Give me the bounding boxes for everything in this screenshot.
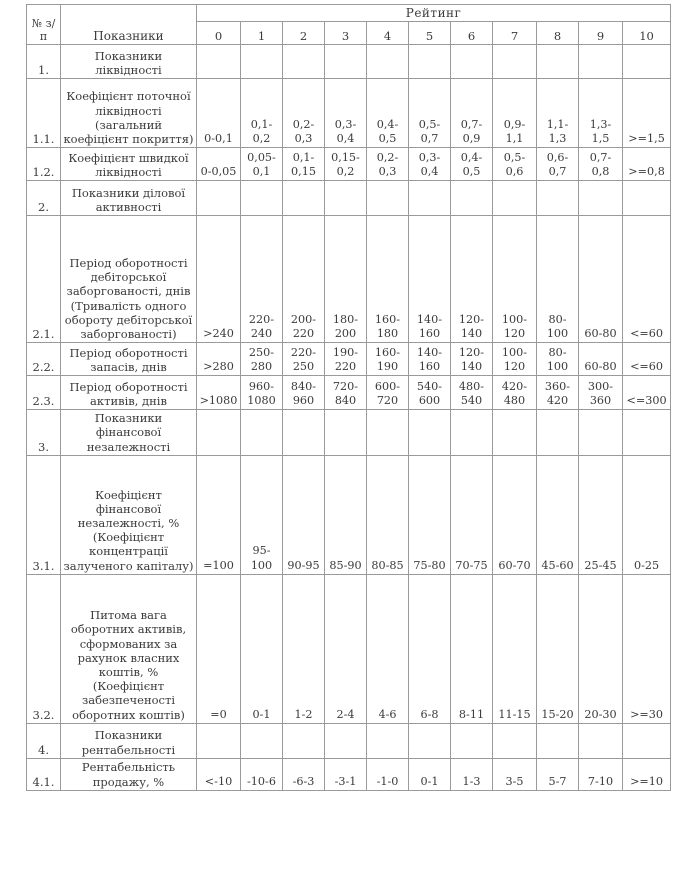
- row-number: 4.1.: [27, 758, 61, 790]
- rating-value-6: 70-75: [451, 455, 493, 574]
- indicator-name: Період оборотності дебіторської заборгованості, днів (Тривалість одного обороту дебіторської заборгованості): [61, 216, 197, 343]
- row-number: 1.2.: [27, 148, 61, 181]
- rating-column-2: 2: [283, 22, 325, 45]
- rating-value-3: [325, 410, 367, 456]
- rating-value-3: [325, 723, 367, 758]
- rating-value-9: [579, 45, 623, 79]
- rating-value-10: >=10: [623, 758, 671, 790]
- rating-value-0: <-10: [197, 758, 241, 790]
- rating-value-1: 220-240: [241, 216, 283, 343]
- table-row: [27, 79, 671, 148]
- rating-value-3: [325, 45, 367, 79]
- rating-value-0: [197, 181, 241, 216]
- rating-value-5: 140-160: [409, 216, 451, 343]
- row-number: 1.: [27, 45, 61, 79]
- rating-value-3: 190-220: [325, 343, 367, 376]
- rating-value-2: 840-960: [283, 376, 325, 410]
- rating-value-8: [537, 45, 579, 79]
- rating-value-0: =0: [197, 574, 241, 723]
- rating-value-2: [283, 45, 325, 79]
- rating-value-7: 420-480: [493, 376, 537, 410]
- rating-value-9: 60-80: [579, 343, 623, 376]
- rating-value-6: 0,7-0,9: [451, 79, 493, 148]
- indicator-name: Показники ділової активності: [61, 181, 197, 216]
- rating-value-9: [579, 181, 623, 216]
- table-row: [27, 216, 671, 343]
- rating-table: [26, 4, 671, 791]
- rating-value-8: [537, 410, 579, 456]
- rating-value-0: 0-0,05: [197, 148, 241, 181]
- rating-value-8: [537, 723, 579, 758]
- rating-column-10: 10: [623, 22, 671, 45]
- rating-value-0: =100: [197, 455, 241, 574]
- rating-value-7: [493, 45, 537, 79]
- table-row: [27, 574, 671, 723]
- rating-value-8: 15-20: [537, 574, 579, 723]
- row-number: 2.2.: [27, 343, 61, 376]
- rating-value-0: >280: [197, 343, 241, 376]
- row-number: 4.: [27, 723, 61, 758]
- column-header-rating: Рейтинг: [197, 5, 671, 22]
- rating-value-7: 0,5-0,6: [493, 148, 537, 181]
- rating-value-7: 60-70: [493, 455, 537, 574]
- rating-value-5: 0,3-0,4: [409, 148, 451, 181]
- rating-value-1: 250-280: [241, 343, 283, 376]
- rating-value-10: >=0,8: [623, 148, 671, 181]
- rating-value-10: [623, 723, 671, 758]
- rating-column-6: 6: [451, 22, 493, 45]
- rating-value-9: [579, 410, 623, 456]
- rating-value-2: 0,2-0,3: [283, 79, 325, 148]
- rating-value-4: 160-180: [367, 216, 409, 343]
- table-row: [27, 410, 671, 456]
- rating-value-8: 5-7: [537, 758, 579, 790]
- rating-value-6: 120-140: [451, 216, 493, 343]
- rating-value-4: 80-85: [367, 455, 409, 574]
- rating-value-2: 0,1-0,15: [283, 148, 325, 181]
- rating-value-4: [367, 723, 409, 758]
- table-row: [27, 758, 671, 790]
- rating-value-4: [367, 181, 409, 216]
- rating-value-3: 720-840: [325, 376, 367, 410]
- rating-value-7: 11-15: [493, 574, 537, 723]
- rating-value-1: [241, 45, 283, 79]
- rating-value-3: 0,3-0,4: [325, 79, 367, 148]
- rating-value-2: 1-2: [283, 574, 325, 723]
- rating-value-6: 0,4-0,5: [451, 148, 493, 181]
- rating-value-8: 360-420: [537, 376, 579, 410]
- rating-value-1: 960-1080: [241, 376, 283, 410]
- rating-value-2: 90-95: [283, 455, 325, 574]
- rating-column-4: 4: [367, 22, 409, 45]
- indicator-name: Період оборотності запасів, днів: [61, 343, 197, 376]
- table-body: [27, 45, 671, 791]
- rating-value-3: [325, 181, 367, 216]
- row-number: 1.1.: [27, 79, 61, 148]
- rating-value-2: -6-3: [283, 758, 325, 790]
- rating-value-0: >240: [197, 216, 241, 343]
- rating-value-8: 0,6-0,7: [537, 148, 579, 181]
- rating-value-10: [623, 410, 671, 456]
- rating-value-5: [409, 723, 451, 758]
- rating-value-4: 4-6: [367, 574, 409, 723]
- column-header-number: № з/п: [27, 5, 61, 45]
- rating-value-7: [493, 410, 537, 456]
- rating-value-7: [493, 723, 537, 758]
- table-row: [27, 45, 671, 79]
- rating-value-0: >1080: [197, 376, 241, 410]
- rating-value-5: [409, 181, 451, 216]
- rating-value-5: [409, 410, 451, 456]
- rating-value-2: [283, 410, 325, 456]
- indicator-name: Питома вага оборотних активів, сформованих за рахунок власних коштів, % (Коефіцієнт забезпеченості оборотних коштів): [61, 574, 197, 723]
- table-row: [27, 181, 671, 216]
- rating-value-6: [451, 181, 493, 216]
- row-number: 2.: [27, 181, 61, 216]
- rating-value-3: 180-200: [325, 216, 367, 343]
- indicator-name: Показники ліквідності: [61, 45, 197, 79]
- rating-value-8: 1,1-1,3: [537, 79, 579, 148]
- rating-value-4: 0,4-0,5: [367, 79, 409, 148]
- rating-value-8: 45-60: [537, 455, 579, 574]
- rating-value-8: [537, 181, 579, 216]
- rating-value-5: 0,5-0,7: [409, 79, 451, 148]
- rating-column-9: 9: [579, 22, 623, 45]
- rating-value-10: <=300: [623, 376, 671, 410]
- rating-value-9: 7-10: [579, 758, 623, 790]
- rating-value-0: [197, 723, 241, 758]
- rating-value-9: 1,3-1,5: [579, 79, 623, 148]
- rating-value-7: 0,9-1,1: [493, 79, 537, 148]
- table-row: [27, 148, 671, 181]
- column-header-indicator: Показники: [61, 5, 197, 45]
- rating-value-6: 8-11: [451, 574, 493, 723]
- rating-value-4: 160-190: [367, 343, 409, 376]
- rating-value-3: 0,15-0,2: [325, 148, 367, 181]
- indicator-name: Коефіцієнт швидкої ліквідності: [61, 148, 197, 181]
- rating-column-7: 7: [493, 22, 537, 45]
- row-number: 3.2.: [27, 574, 61, 723]
- rating-value-1: 0-1: [241, 574, 283, 723]
- rating-value-1: -10-6: [241, 758, 283, 790]
- rating-value-4: -1-0: [367, 758, 409, 790]
- rating-value-2: 200-220: [283, 216, 325, 343]
- rating-value-1: [241, 181, 283, 216]
- rating-value-0: 0-0,1: [197, 79, 241, 148]
- indicator-name: Рентабельність продажу, %: [61, 758, 197, 790]
- rating-column-5: 5: [409, 22, 451, 45]
- rating-value-1: 0,1-0,2: [241, 79, 283, 148]
- rating-column-3: 3: [325, 22, 367, 45]
- rating-value-6: [451, 410, 493, 456]
- table-row: [27, 723, 671, 758]
- rating-value-0: [197, 410, 241, 456]
- rating-value-5: [409, 45, 451, 79]
- rating-value-5: 0-1: [409, 758, 451, 790]
- table-row: [27, 343, 671, 376]
- rating-value-5: 140-160: [409, 343, 451, 376]
- rating-value-7: [493, 181, 537, 216]
- rating-value-4: [367, 410, 409, 456]
- rating-value-2: [283, 723, 325, 758]
- indicator-name: Період оборотності активів, днів: [61, 376, 197, 410]
- rating-value-10: <=60: [623, 343, 671, 376]
- rating-value-6: 1-3: [451, 758, 493, 790]
- rating-value-5: 75-80: [409, 455, 451, 574]
- rating-value-4: 600-720: [367, 376, 409, 410]
- rating-value-5: 540-600: [409, 376, 451, 410]
- rating-value-1: [241, 410, 283, 456]
- rating-value-9: 25-45: [579, 455, 623, 574]
- table-row: [27, 376, 671, 410]
- rating-value-6: 120-140: [451, 343, 493, 376]
- rating-value-1: 95-100: [241, 455, 283, 574]
- rating-value-10: 0-25: [623, 455, 671, 574]
- rating-value-9: [579, 723, 623, 758]
- rating-value-9: 0,7-0,8: [579, 148, 623, 181]
- rating-value-2: 220-250: [283, 343, 325, 376]
- row-number: 3.: [27, 410, 61, 456]
- table-row: [27, 455, 671, 574]
- rating-value-10: <=60: [623, 216, 671, 343]
- indicator-name: Коефіцієнт поточної ліквідності (загальний коефіцієнт покриття): [61, 79, 197, 148]
- rating-column-8: 8: [537, 22, 579, 45]
- row-number: 3.1.: [27, 455, 61, 574]
- rating-value-1: [241, 723, 283, 758]
- rating-value-8: 80-100: [537, 216, 579, 343]
- rating-value-4: [367, 45, 409, 79]
- rating-value-6: 480-540: [451, 376, 493, 410]
- rating-value-10: >=1,5: [623, 79, 671, 148]
- rating-value-9: 20-30: [579, 574, 623, 723]
- rating-value-6: [451, 723, 493, 758]
- rating-value-3: -3-1: [325, 758, 367, 790]
- rating-value-1: 0,05-0,1: [241, 148, 283, 181]
- rating-value-4: 0,2-0,3: [367, 148, 409, 181]
- rating-value-2: [283, 181, 325, 216]
- rating-value-3: 85-90: [325, 455, 367, 574]
- indicator-name: Показники рентабельності: [61, 723, 197, 758]
- rating-value-3: 2-4: [325, 574, 367, 723]
- rating-value-10: >=30: [623, 574, 671, 723]
- rating-value-9: 60-80: [579, 216, 623, 343]
- rating-column-1: 1: [241, 22, 283, 45]
- rating-value-8: 80-100: [537, 343, 579, 376]
- rating-value-10: [623, 45, 671, 79]
- rating-value-6: [451, 45, 493, 79]
- rating-value-9: 300-360: [579, 376, 623, 410]
- row-number: 2.3.: [27, 376, 61, 410]
- rating-value-0: [197, 45, 241, 79]
- rating-value-7: 3-5: [493, 758, 537, 790]
- indicator-name: Коефіцієнт фінансової незалежності, % (Коефіцієнт концентрації залученого капіталу): [61, 455, 197, 574]
- rating-value-7: 100-120: [493, 216, 537, 343]
- rating-column-0: 0: [197, 22, 241, 45]
- row-number: 2.1.: [27, 216, 61, 343]
- rating-value-5: 6-8: [409, 574, 451, 723]
- rating-value-10: [623, 181, 671, 216]
- rating-value-7: 100-120: [493, 343, 537, 376]
- indicator-name: Показники фінансової незалежності: [61, 410, 197, 456]
